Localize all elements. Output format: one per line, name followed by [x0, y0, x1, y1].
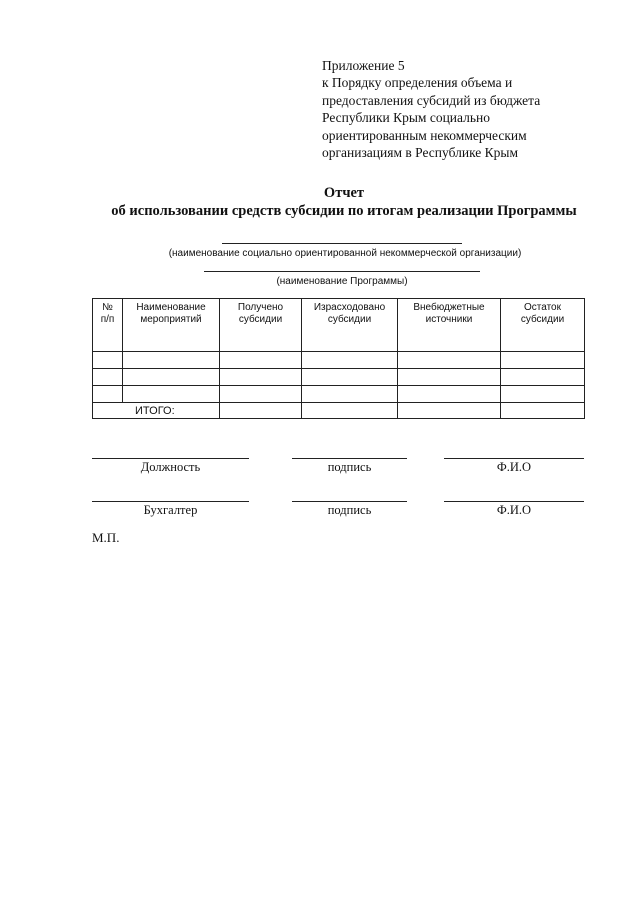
full-name-label: Ф.И.О [496, 460, 532, 474]
full-name-label: Ф.И.О [496, 503, 532, 517]
header-activities: Наименование мероприятий [123, 299, 220, 352]
header-received: Получено субсидии [220, 299, 302, 352]
position-label: Должность [140, 460, 201, 474]
appendix-block [322, 57, 622, 161]
table-total-row [93, 403, 585, 419]
program-caption: (наименование Программы) [276, 276, 408, 287]
signature-line [292, 458, 407, 459]
table-row [93, 352, 585, 369]
organization-caption: (наименование социально ориентированной некоммерческой организации) [168, 248, 522, 259]
total-label: ИТОГО: [135, 404, 175, 417]
document-subtitle: об использовании средств субсидии по итогам реализации Программы [111, 203, 577, 219]
appendix-line: организациям в Республике Крым [322, 145, 519, 161]
name-signature-line [444, 458, 584, 459]
table-row [93, 386, 585, 403]
report-table [92, 298, 585, 419]
table-header-row [93, 299, 585, 352]
table-row [93, 369, 585, 386]
accountant-label: Бухгалтер [143, 503, 198, 517]
header-extrabudgetary: Внебюджетные источники [398, 299, 501, 352]
signature-line [292, 501, 407, 502]
accountant-signature-line [92, 501, 249, 502]
position-signature-line [92, 458, 249, 459]
appendix-line: предоставления субсидий из бюджета [322, 92, 541, 108]
name-signature-line [444, 501, 584, 502]
appendix-line: Республики Крым социально [322, 110, 491, 126]
signature-label: подпись [327, 503, 372, 517]
appendix-line: ориентированным некоммерческим [322, 127, 527, 143]
header-balance: Остаток субсидии [501, 299, 585, 352]
header-spent: Израсходовано субсидии [302, 299, 398, 352]
header-number: № п/п [93, 299, 123, 352]
stamp-placeholder: М.П. [92, 530, 120, 545]
program-name-line [204, 271, 480, 272]
appendix-line: Приложение 5 [322, 58, 405, 73]
appendix-line: к Порядку определения объема и [322, 75, 513, 91]
signature-label: подпись [327, 460, 372, 474]
organization-name-line [222, 243, 462, 244]
document-title: Отчет [323, 185, 365, 201]
